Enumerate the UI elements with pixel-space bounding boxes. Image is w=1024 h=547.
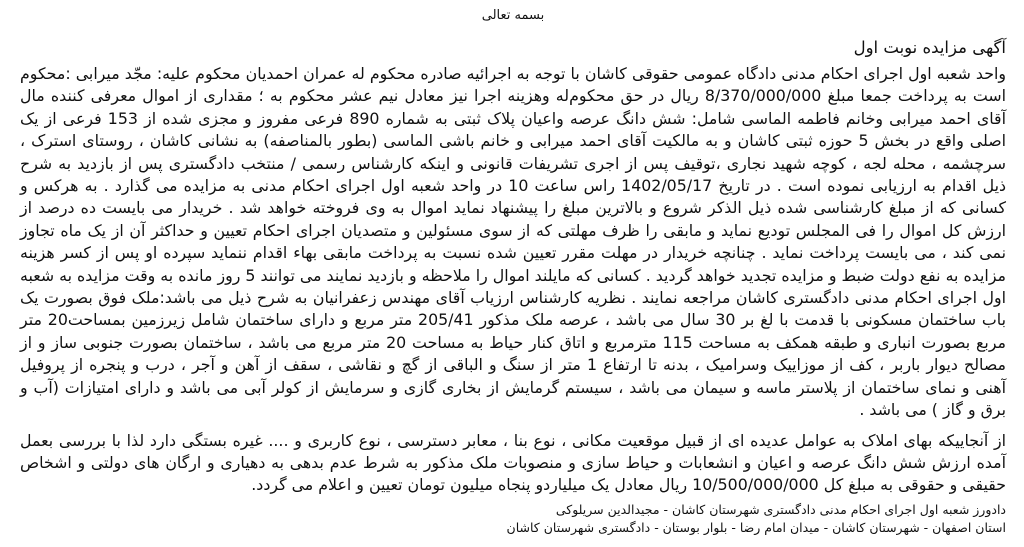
address-line: استان اصفهان - شهرستان کاشان - میدان امام رضا - بلوار بوستان - دادگستری شهرستان کاشان bbox=[506, 519, 1006, 535]
notice-heading: آگهی مزایده نوبت اول bbox=[853, 38, 1006, 57]
notice-body-paragraph: واحد شعبه اول اجرای احکام مدنی دادگاه عمومی حقوقی کاشان با توجه به اجرائیه صادره محکوم له عمران احمدیان محکوم علیه: مجّد میرابی :محکوم است به پرداخت جمعا مبلغ 8/370/000/000 ریال در حق محکوم‌له وهزینه اجرا نیز معادل نیم عشر محکوم به ؛ مقداری از اموال معرفی کننده مال آقای احمد میرابی وخانم فاطمه الماسی شامل: شش دانگ عرصه واعیان پلاک ثبتی به شماره 890 فرعی مفروز و مجزی شده از 153 فرعی از یک اصلی واقع در بخش 5 حوزه ثبتی کاشان و به مالکیت آقای احمد میرابی و خانم باشی الماسی (بطور بالمناصفه) به نشانی کاشان ، روستای استرک ، سرچشمه ، محله لجه ، کوچه شهید نجاری ،توقیف پس از اجری تشریفات قانونی و اینکه کارشناس رسمی / منتخب دادگستری پس از بازدید به شرح ذیل اقدام به ارزیابی نموده است . در تاریخ 1402/05/17 راس ساعت 10 در واحد شعبه اول اجرای احکام مدنی به مزایده می گذارد . به هرکس و کسانی که از مبلغ کارشناسی شده ذیل الذکر شروع و بالاترین مبلغ را پیشنهاد نماید اموال به وی فروخته خواهد شد . خریدار می بایست ده درصد از ارزش کل اموال را فی المجلس تودیع نماید و مابقی را ظرف مهلتی که از سوی مسئولین و متصدیان اجرای احکام تعیین و حداکثر آن از یک ماه تجاوز نمی کند ، می بایست پرداخت نماید . چنانچه خریدار در مهلت مقرر تعیین شده نسبت به پرداخت مابقی بهاء اقدام ننماید سپرده او پس از کسر هزینه مزایده به نفع دولت ضبط و مزایده تجدید خواهد گردید . کسانی که مایلند اموال را ملاحظه و بازدید نمایند می توانند 5 روز مانده به وقت مزایده به شعبه اول اجرای احکام مدنی دادگستری کاشان مراجعه نمایند . نظریه کارشناس ارزیاب آقای مهندس زعفرانیان به شرح ذیل می باشد:ملک فوق بصورت یک باب ساختمان مسکونی با قدمت با لغ بر 30 سال می باشد ، عرصه ملک مذکور 205/41 متر مربع و دارای ساختمان شامل زیرزمین بمساحت20 متر مربع بصورت انباری و طبقه همکف به مساحت 115 مترمربع و اتاق کنار حیاط به مساحت 20 متر مربع می باشد ، ساختمان بصورت جنوبی ساز و از مصالح دیوار باربر ، کف از موزاییک وسرامیک ، بدنه تا ارتفاع 1 متر از سنگ و الباقی از گچ و نقاشی ، سقف از آهن و آجر ، درب و پنجره از پروفیل آهنی و نمای ساختمان از پلاستر ماسه و سیمان می باشد ، سیستم گرمایش از بخاری گازی و سرمایش از کولر آبی می باشد و دارای امتیازات (آب و برق و گاز ) می باشد . bbox=[20, 64, 1007, 420]
valuation-paragraph: از آنجاییکه بهای املاک به عوامل عدیده ای از قبیل موقعیت مکانی ، نوع بنا ، معابر دسترسی ، نوع کاربری و .... غیره بستگی دارد لذا با بررسی بعمل آمده ارزش شش دانگ عرصه و اعیان و انشعابات و حیاط سازی و منصوبات ملک مذکور به شرط عدم بدهی به دهیاری و ارگان های دولتی و اشخاص حقیقی و حقوقی به مبلغ کل 10/500/000/000 ریال معادل یک میلیاردو پنجاه میلیون تومان تعیین و اعلام می گردد. bbox=[20, 430, 1006, 495]
signature-line: دادورز شعبه اول اجرای احکام مدنی دادگستری شهرستان کاشان - مجیدالدین سریلوکی bbox=[555, 501, 1006, 517]
bismillah: بسمه تعالی bbox=[481, 8, 545, 23]
